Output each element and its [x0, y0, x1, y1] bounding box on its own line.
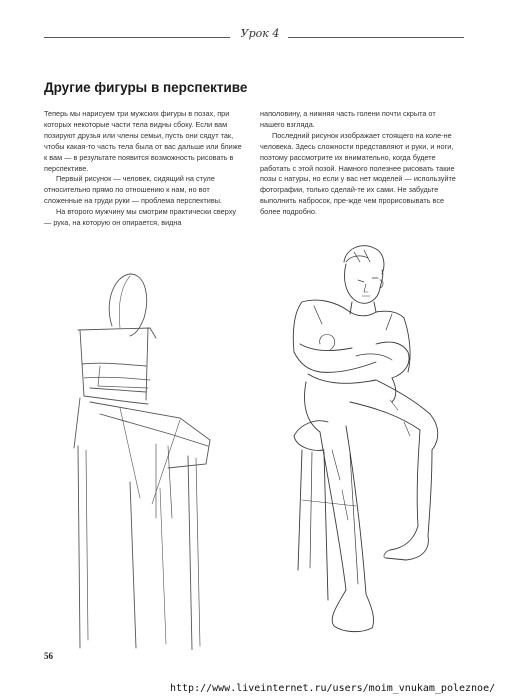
seated-man-sketch — [280, 240, 452, 640]
paragraph: наполовину, а нижняя часть голени почти скрыта от нашего взгляда. — [260, 109, 436, 129]
construction-sketch — [60, 268, 230, 650]
header-rule-left — [44, 37, 230, 38]
lesson-label: Урок 4 — [240, 27, 280, 40]
section-title: Другие фигуры в перспективе — [44, 80, 248, 95]
paragraph: Первый рисунок — человек, сидящий на стуле относительно прямо по отношению к нам, но вот сложенные на груди руки — проблема перспективы. — [44, 174, 222, 206]
paragraph: На второго мужчину мы смотрим практически сверху — рука, на которую он опирается, видна — [44, 207, 237, 228]
page-number: 56 — [44, 651, 53, 661]
header-rule-right — [288, 37, 464, 38]
paragraph: Последний рисунок изображает стоящего на коле-не человека. Здесь сложности представляют и руки, и ноги, поэтому рассмотрите их внимательно, когда будете работать с этой позой. Намного полезнее рисовать такие позы с натуры, но если у вас нет моделей — используйте фотографии, только сделай-те их сами. Не забудьте выполнить набросок, пре-жде чем прорисовывать все более подробно. — [260, 130, 456, 217]
right-text-column — [260, 109, 460, 218]
left-text-column — [44, 109, 244, 229]
watermark-url[interactable]: http://www.liveinternet.ru/users/moim_vnukam_poleznoe/ — [170, 683, 496, 694]
paragraph: Теперь мы нарисуем три мужских фигуры в позах, при которых некоторые части тела видны сбоку. Если вам позируют друзья или члены семьи, пусть они сядут так, чтобы какая-то часть тела была от вас дальше или ближе к вам — в результате появится возможность рисовать в перспективе. — [44, 109, 242, 173]
